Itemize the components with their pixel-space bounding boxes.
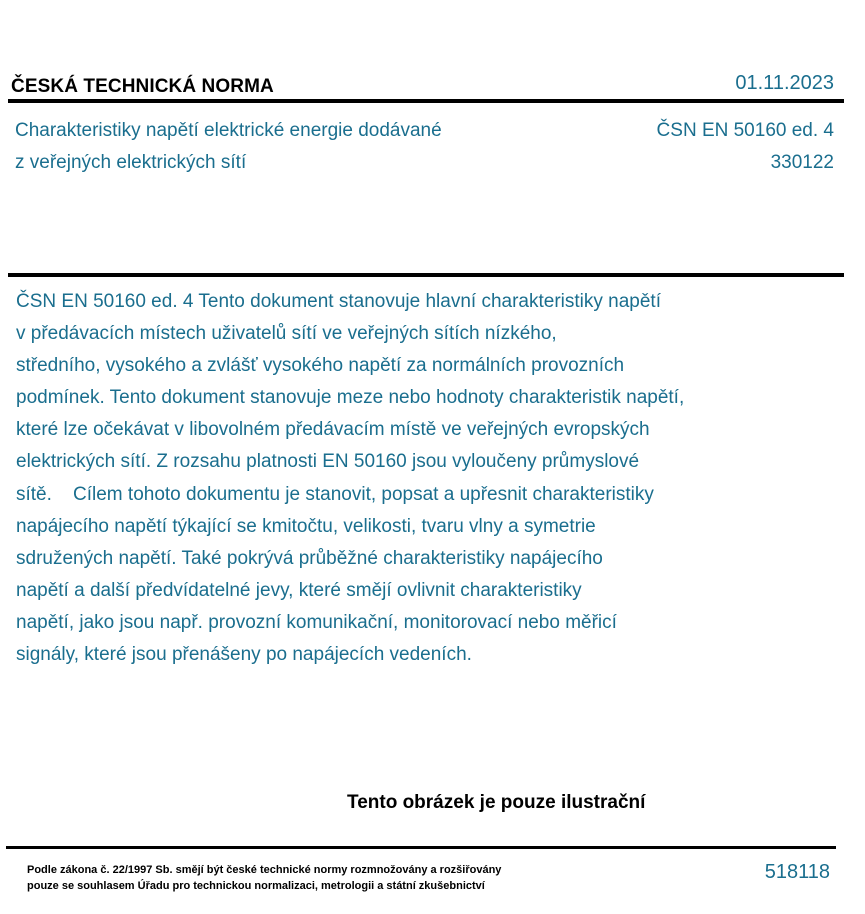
footer-divider (6, 846, 836, 849)
abstract-line: signály, které jsou přenášeny po napájecích vedeních. (16, 644, 472, 666)
abstract-line: napájecího napětí týkající se kmitočtu, velikosti, tvaru vlny a symetrie (16, 515, 596, 537)
abstract-divider (8, 273, 844, 277)
abstract-line: středního, vysokého a zvlášť vysokého napětí za normálních provozních (16, 355, 625, 377)
legal-notice-line-1: Podle zákona č. 22/1997 Sb. smějí být české technické normy rozmnožovány a rozšiřovány (27, 864, 502, 876)
abstract-line: elektrických sítí. Z rozsahu platnosti EN 50160 jsou vyloučeny průmyslové (16, 451, 640, 473)
document-header-title: ČESKÁ TECHNICKÁ NORMA (11, 76, 274, 97)
legal-notice-line-2: pouze se souhlasem Úřadu pro technickou normalizaci, metrologii a státní zkušebnictví (27, 880, 485, 892)
abstract-line: napětí a další předvídatelné jevy, které smějí ovlivnit charakteristiky (16, 579, 582, 601)
document-number: 518118 (764, 861, 830, 883)
norm-designation: ČSN EN 50160 ed. 4 (656, 120, 834, 141)
header-divider (8, 99, 844, 103)
norm-class-code: 330122 (770, 152, 834, 173)
subtitle-line-2: z veřejných elektrických sítí (15, 152, 247, 173)
norm-identification (657, 115, 834, 179)
abstract-line: podmínek. Tento dokument stanovuje meze nebo hodnoty charakteristik napětí, (16, 387, 685, 409)
norm-subtitle (15, 115, 442, 179)
abstract-line: napětí, jako jsou např. provozní komunikační, monitorovací nebo měřicí (16, 611, 617, 633)
abstract-line: sítě. Cílem tohoto dokumentu je stanovit, popsat a upřesnit charakteristiky (16, 483, 654, 505)
abstract-line: sdružených napětí. Také pokrývá průběžné charakteristiky napájecího (16, 547, 603, 569)
abstract-line: které lze očekávat v libovolném předávacím místě ve veřejných evropských (16, 419, 650, 441)
legal-notice (27, 862, 501, 894)
publication-date: 01.11.2023 (735, 72, 834, 94)
abstract-text (16, 286, 786, 671)
abstract-line: v předávacích místech uživatelů sítí ve veřejných sítích nízkého, (16, 323, 557, 345)
subtitle-line-1: Charakteristiky napětí elektrické energie dodávané (15, 120, 442, 141)
abstract-line: ČSN EN 50160 ed. 4 Tento dokument stanovuje hlavní charakteristiky napětí (16, 291, 661, 312)
illustration-disclaimer: Tento obrázek je pouze ilustrační (347, 792, 646, 813)
